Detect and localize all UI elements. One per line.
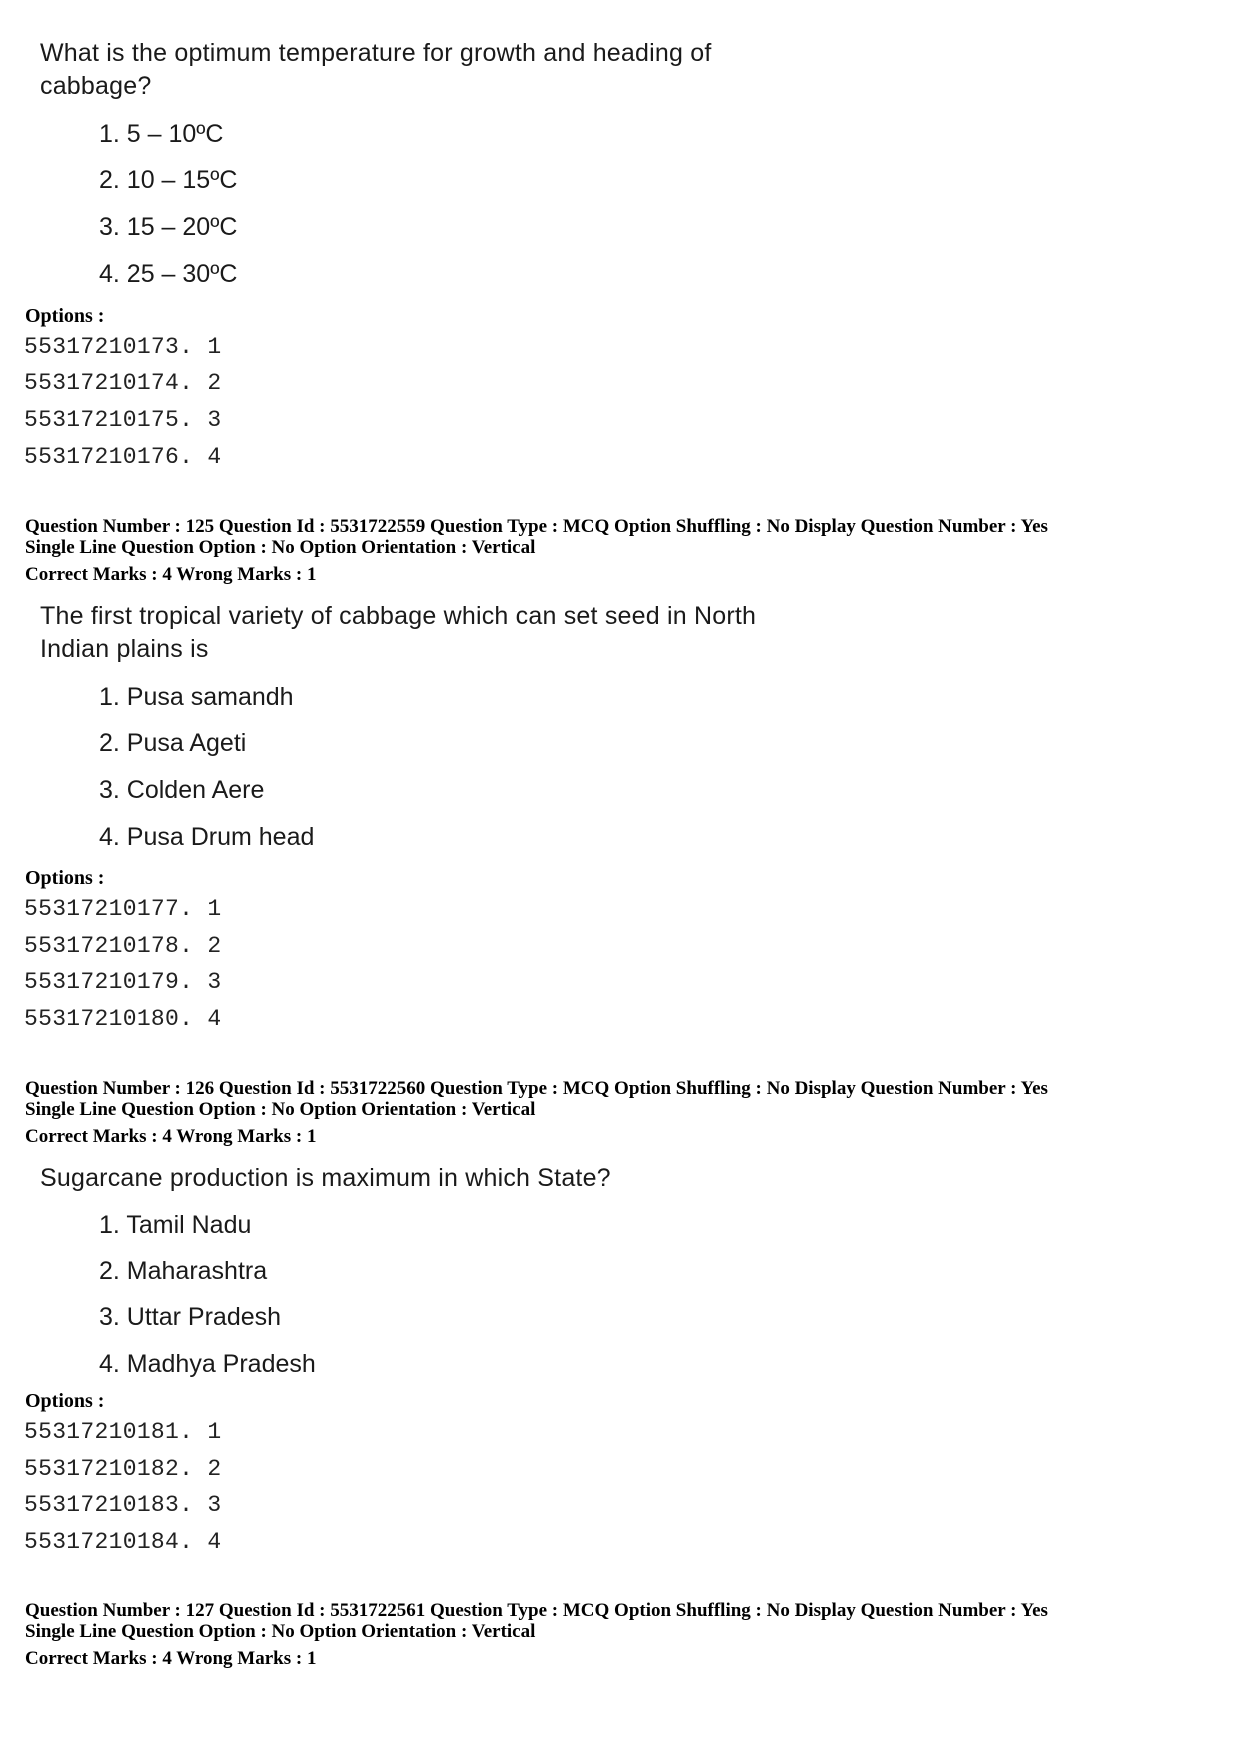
question-126-option-1: 55317210181. 1 (24, 1419, 222, 1445)
question-124-stem-line-2: cabbage? (40, 72, 152, 100)
question-126-choice-2: 2. Maharashtra (99, 1257, 268, 1285)
question-124-choice-1: 1. 5 – 10ºC (99, 120, 224, 148)
question-125-options-label: Options : (25, 867, 105, 889)
question-125-choice-4: 4. Pusa Drum head (99, 823, 315, 851)
question-126-option-4: 55317210184. 4 (24, 1529, 222, 1555)
question-126-choice-1: 1. Tamil Nadu (99, 1211, 252, 1239)
question-125-marks: Correct Marks : 4 Wrong Marks : 1 (25, 564, 317, 585)
question-125-meta-line-2: Single Line Question Option : No Option Orientation : Vertical (25, 537, 536, 558)
question-126-marks: Correct Marks : 4 Wrong Marks : 1 (25, 1126, 317, 1147)
question-126-meta-line-2: Single Line Question Option : No Option Orientation : Vertical (25, 1099, 536, 1120)
question-124-option-2: 55317210174. 2 (24, 370, 222, 396)
question-124-stem-line-1: What is the optimum temperature for growth and heading of (40, 39, 712, 67)
question-125-option-1: 55317210177. 1 (24, 896, 222, 922)
question-127-meta-line-1: Question Number : 127 Question Id : 5531722561 Question Type : MCQ Option Shuffling : No Display Question Number : Yes (25, 1600, 1048, 1621)
question-124-choice-2: 2. 10 – 15ºC (99, 166, 238, 194)
question-125-stem-line-2: Indian plains is (40, 635, 209, 663)
question-125-choice-2: 2. Pusa Ageti (99, 729, 247, 757)
question-124-choice-4: 4. 25 – 30ºC (99, 260, 238, 288)
question-126-stem-line-1: Sugarcane production is maximum in which State? (40, 1164, 611, 1192)
question-125-choice-3: 3. Colden Aere (99, 776, 265, 804)
question-124-choice-3: 3. 15 – 20ºC (99, 213, 238, 241)
question-127-marks: Correct Marks : 4 Wrong Marks : 1 (25, 1648, 317, 1669)
question-126-option-3: 55317210183. 3 (24, 1492, 222, 1518)
question-126-options-label: Options : (25, 1390, 105, 1412)
question-126-choice-4: 4. Madhya Pradesh (99, 1350, 316, 1378)
question-124-options-label: Options : (25, 305, 105, 327)
question-125-stem-line-1: The first tropical variety of cabbage which can set seed in North (40, 602, 757, 630)
question-125-option-3: 55317210179. 3 (24, 969, 222, 995)
question-124-option-3: 55317210175. 3 (24, 407, 222, 433)
question-126-option-2: 55317210182. 2 (24, 1456, 222, 1482)
question-124-option-4: 55317210176. 4 (24, 444, 222, 470)
question-125-option-2: 55317210178. 2 (24, 933, 222, 959)
question-127-meta-line-2: Single Line Question Option : No Option Orientation : Vertical (25, 1621, 536, 1642)
question-124-option-1: 55317210173. 1 (24, 334, 222, 360)
question-125-meta-line-1: Question Number : 125 Question Id : 5531722559 Question Type : MCQ Option Shuffling : No Display Question Number : Yes (25, 516, 1048, 537)
question-125-option-4: 55317210180. 4 (24, 1006, 222, 1032)
question-125-choice-1: 1. Pusa samandh (99, 683, 294, 711)
question-126-meta-line-1: Question Number : 126 Question Id : 5531722560 Question Type : MCQ Option Shuffling : No Display Question Number : Yes (25, 1078, 1048, 1099)
question-126-choice-3: 3. Uttar Pradesh (99, 1303, 282, 1331)
